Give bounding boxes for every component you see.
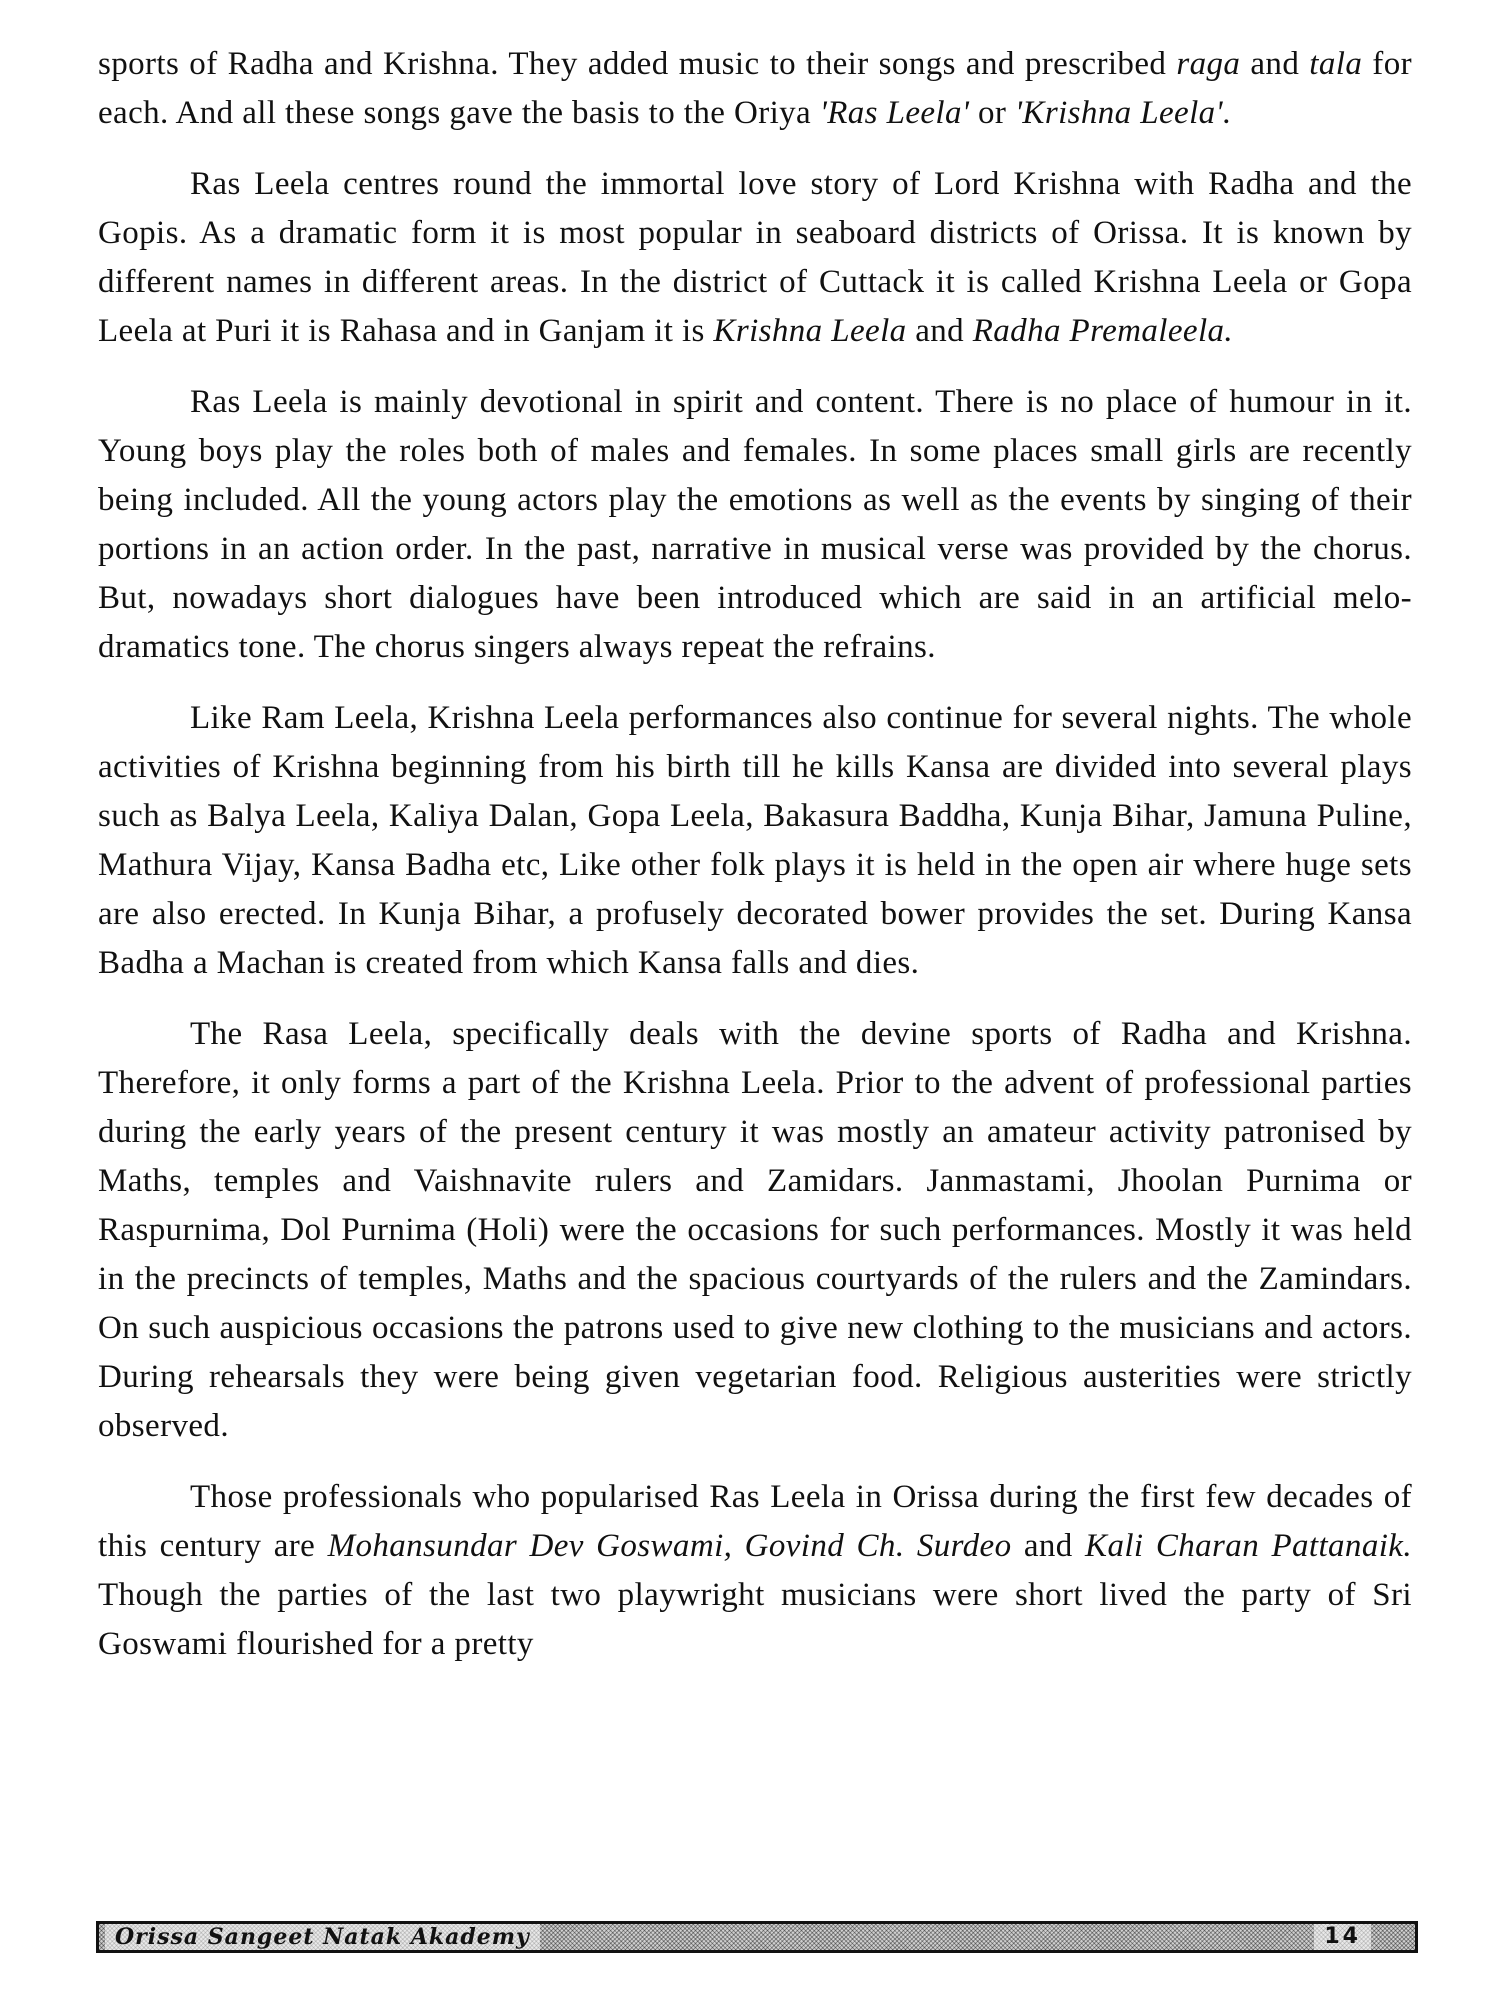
text-run: Ras Leela centres round the immortal love story of Lord Krishna with Radha and the Gopis. As a dramatic form it is most popular in seaboard districts of Orissa. It is known by different names in different areas. In the district of Cuttack it is called Krishna Leela or Gopa Leela at Puri it is Rahasa and in Ganjam it is [98, 166, 1412, 349]
text-run: The Rasa Leela, specifically deals with the devine sports of Radha and Krishna. Therefore, it only forms a part of the Krishna Leela. Prior to the advent of professional parties during the early years of the present century it was mostly an amateur activity patronised by Maths, temples and Vaishnavite rulers and Zamidars. Janmastami, Jhoolan Purnima or Raspurnima, Dol Purnima (Holi) were the occasions for such performances. Mostly it was held in the precincts of temples, Maths and the spacious courtyards of the rulers and the Zamindars. On such auspicious occasions the patrons used to give new clothing to the musicians and actors. During rehearsals they were being given vegetarian food. Religious austerities were strictly observed. [98, 1016, 1412, 1444]
text-run: Those professionals who popularised Ras Leela in Orissa during the first few decades of this century are [98, 1479, 1412, 1564]
text-run: and [906, 313, 973, 349]
paragraph-5 [98, 1010, 1412, 1451]
paragraph-1 [98, 40, 1412, 138]
text-run: and [1240, 46, 1310, 82]
paragraph-3 [98, 378, 1412, 672]
italic-text-run: 'Krishna Leela'. [1014, 95, 1232, 131]
italic-text-run: tala [1309, 46, 1363, 82]
text-run: sports of Radha and Krishna. They added music to their songs and prescribed [98, 46, 1177, 82]
page-number: 14 [1314, 1924, 1371, 1950]
text-run: and [1011, 1528, 1086, 1564]
text-run: for each. And all these songs gave the basis to the Oriya [98, 46, 1412, 131]
italic-text-run: Radha Premaleela. [972, 313, 1234, 349]
page-footer [96, 1921, 1418, 1953]
text-run: Ras Leela is mainly devotional in spirit and content. There is no place of humour in it. Young boys play the roles both of males and females. In some places small girls are recently being included. All the young actors play the emotions as well as the events by singing of their portions in an action order. In the past, narrative in musical verse was provided by the chorus. But, nowadays short dialogues have been introduced which are said in an artificial melo-dramatics tone. The chorus singers always repeat the refrains. [98, 384, 1412, 665]
italic-text-run: Mohansundar Dev Goswami, Govind Ch. Surdeo [327, 1528, 1012, 1564]
text-run: Though the parties of the last two playwright musicians were short lived the party of Sri Goswami flourished for a pretty [98, 1577, 1412, 1662]
document-body [98, 40, 1412, 1691]
text-run: or [969, 95, 1015, 131]
italic-text-run: Krishna Leela [713, 313, 907, 349]
italic-text-run: 'Ras Leela' [819, 95, 970, 131]
paragraph-4 [98, 694, 1412, 988]
paragraph-2 [98, 160, 1412, 356]
italic-text-run: Kali Charan Pattanaik. [1085, 1528, 1412, 1564]
italic-text-run: raga [1176, 46, 1241, 82]
paragraph-6 [98, 1473, 1412, 1669]
text-run: Like Ram Leela, Krishna Leela performances also continue for several nights. The whole activities of Krishna beginning from his birth till he kills Kansa are divided into several plays such as Balya Leela, Kaliya Dalan, Gopa Leela, Bakasura Baddha, Kunja Bihar, Jamuna Puline, Mathura Vijay, Kansa Badha etc, Like other folk plays it is held in the open air where huge sets are also erected. In Kunja Bihar, a profusely decorated bower provides the set. During Kansa Badha a Machan is created from which Kansa falls and dies. [98, 700, 1412, 981]
footer-publisher: Orissa Sangeet Natak Akademy [105, 1924, 540, 1950]
